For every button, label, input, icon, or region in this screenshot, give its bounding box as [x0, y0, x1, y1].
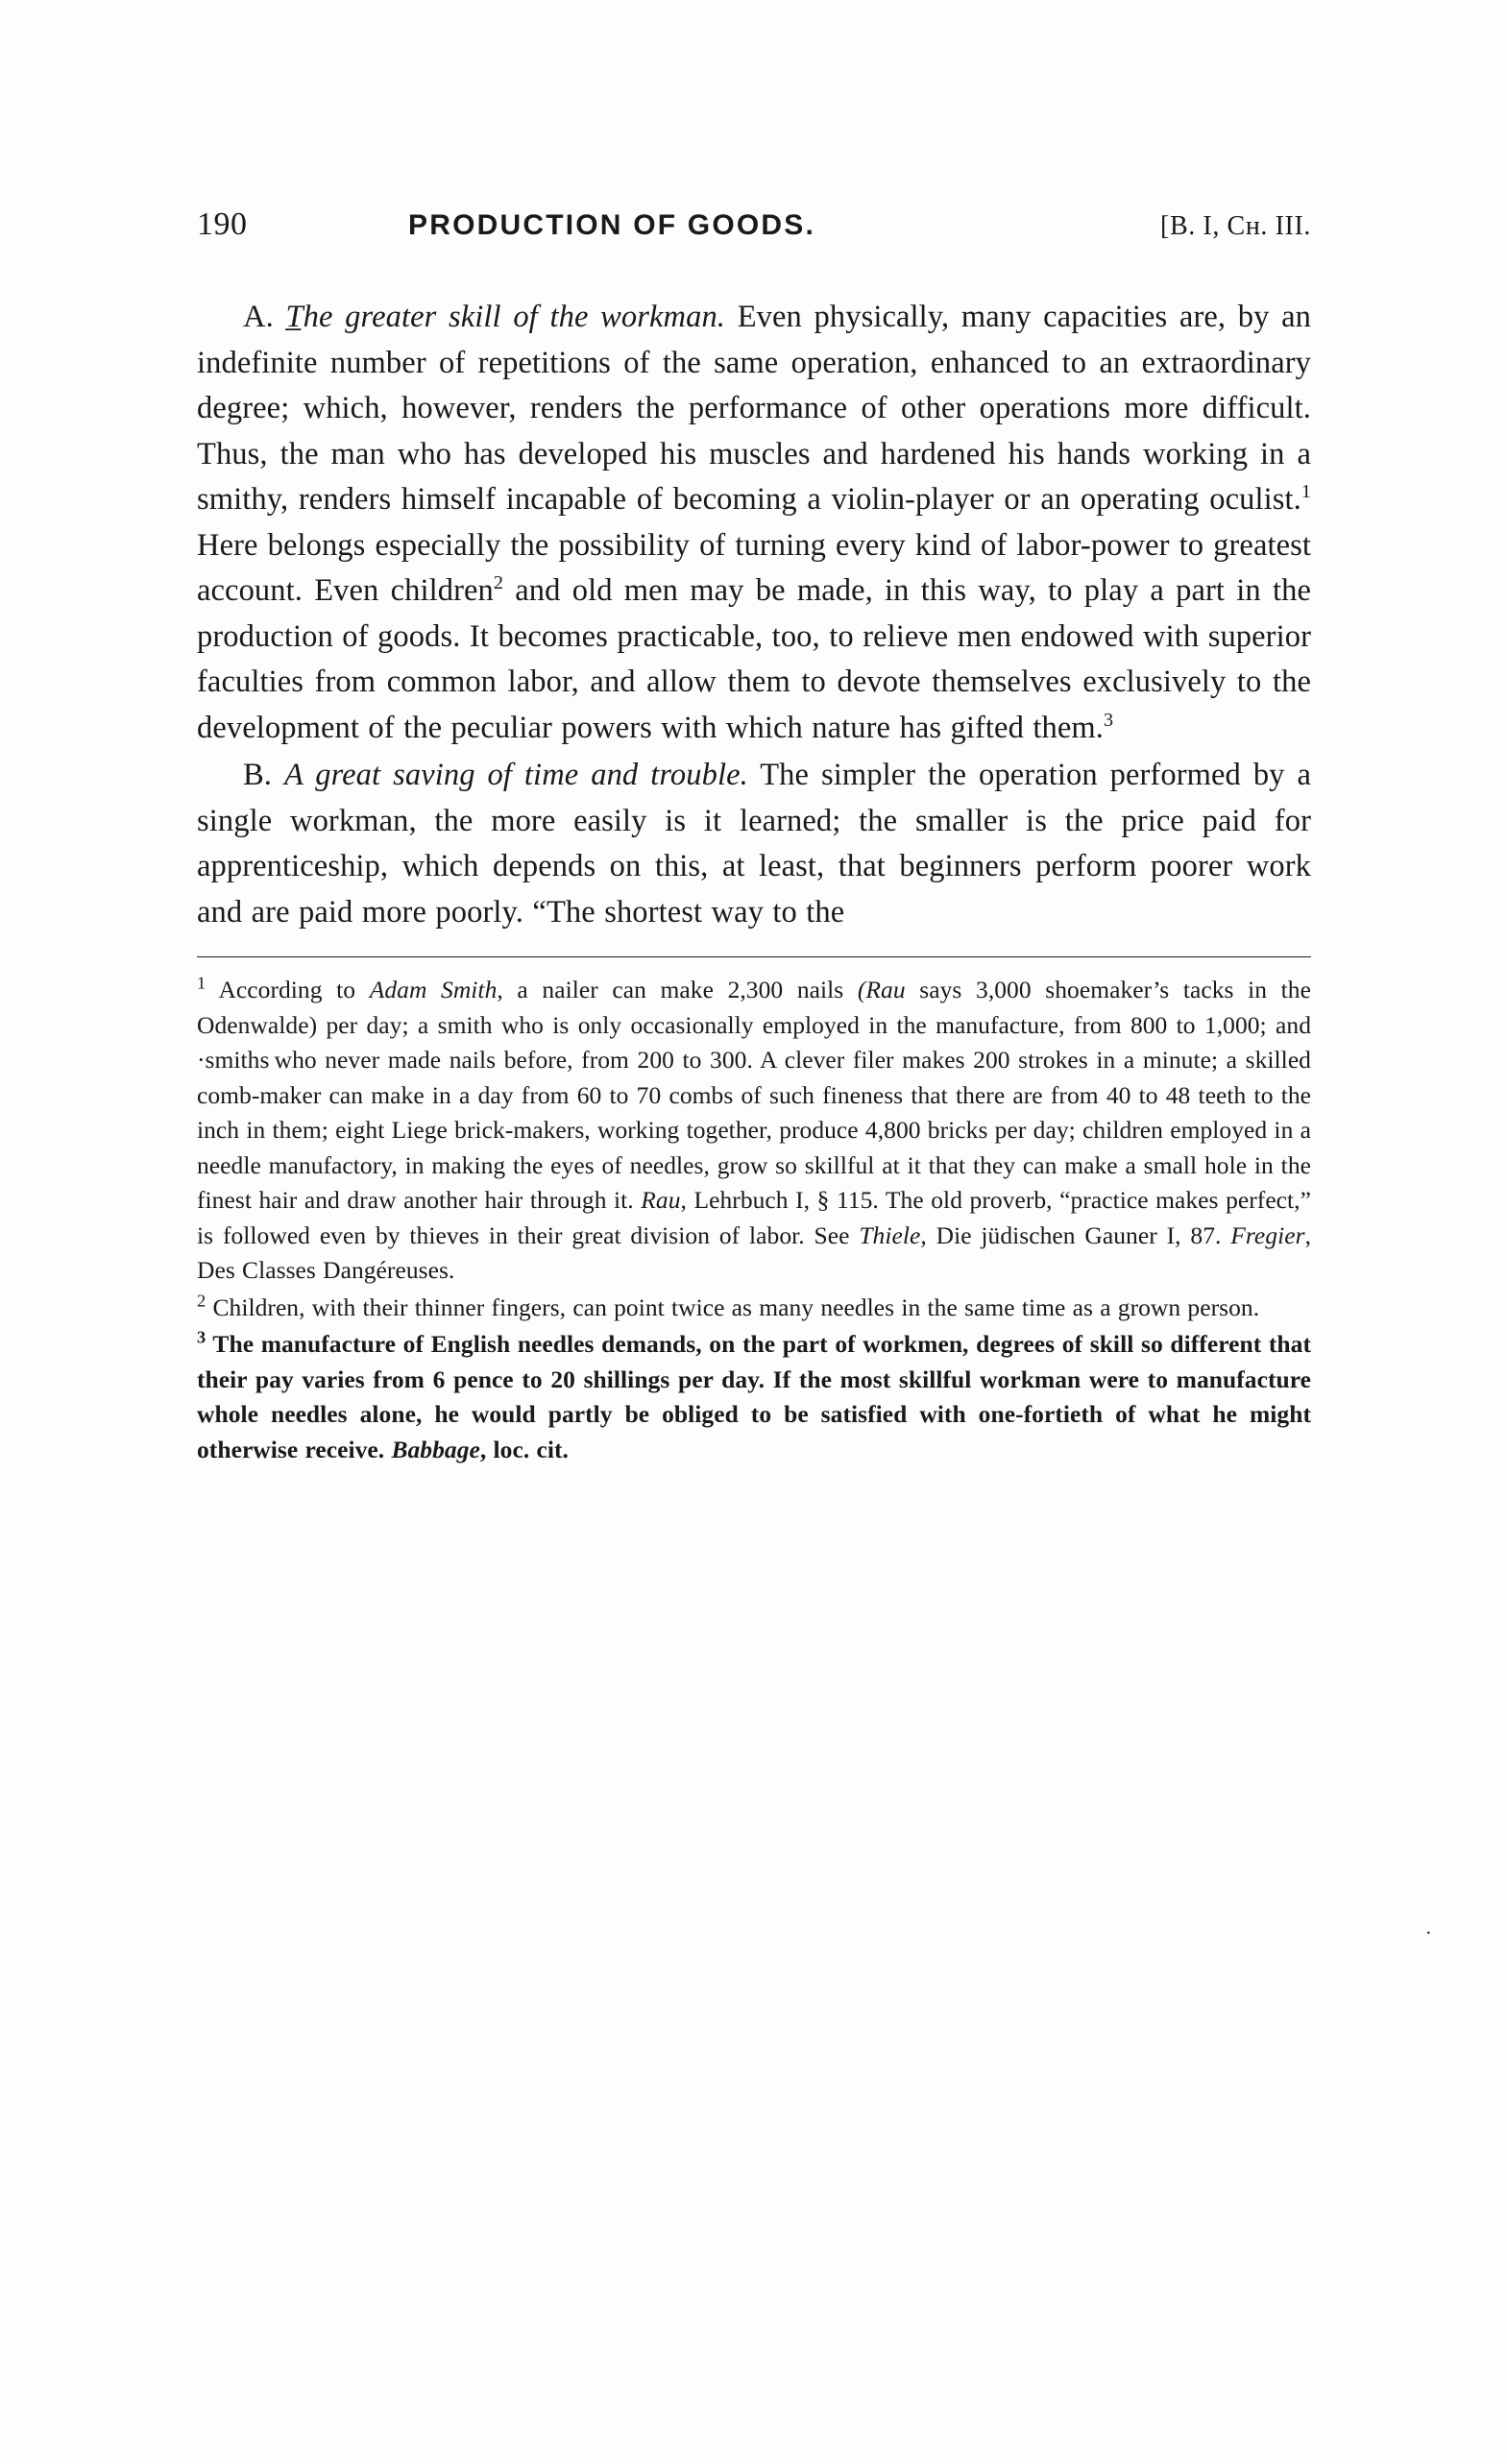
paragraph-a: A. T̲he greater skill of the workman. Even physically, many capacities are, by an indefinite number of repetitions of the same operation, enhanced to an extraordinary degree; which, however, renders the performance of other operations more difficult. Thus, the man who has developed his muscles and hardened his hands working in a smithy, renders himself incapable of becoming a violin-player or an operating oculist.$^1$ Here belongs especially the possibility of turning every kind of labor-power to greatest account. Even children$^2$ and old men may be made, in this way, to play a part in the production of goods. It becomes practicable, too, to relieve men endowed with superior faculties from common labor, and allow them to devote themselves exclusively to the development of the peculiar powers with which nature has gifted them.$^3$: [197, 300, 1312, 745]
footnote-2: [197, 1291, 1311, 1326]
footnote-1: [197, 973, 1311, 1289]
footnote-text: The manufacture of English needles demands, on the part of workmen, degrees of skill so different that their pay varies from 6 pence to 20 shillings per day. If the most skillful workman were to manufacture whole needles alone, he would partly be obliged to be satisfied with one-fortieth of what he might otherwise receive. Babbage, loc. cit.: [197, 1330, 1311, 1463]
margin-mark: ·: [1424, 1920, 1432, 1945]
footnote-3: [197, 1327, 1311, 1467]
page-number: 190: [197, 206, 248, 242]
signature-mark: [B. I, Cʜ. III.: [1160, 211, 1311, 241]
footnote-divider: [197, 956, 1311, 957]
running-title: PRODUCTION OF GOODS.: [408, 209, 816, 241]
footnote-text: According to Adam Smith, a nailer can make 2,300 nails (Rau says 3,000 shoemaker’s tacks in the Odenwalde) per day; a smith who is only occasionally employed in the manufacture, from 800 to 1,000; and ·smiths who never made nails before, from 200 to 300. A clever filer makes 200 strokes in a minute; a skilled comb-maker can make in a day from 60 to 70 combs of such fineness that there are from 40 to 48 teeth to the inch in them; eight Liege brick-makers, working together, produce 4,800 bricks per day; children employed in a needle manufactory, in making the eyes of needles, grow so skillful at it that they can make a small hole in the finest hair and draw another hair through it. Rau, Lehrbuch I, § 115. The old proverb, “practice makes perfect,” is followed even by thieves in their great division of labor. See Thiele, Die jüdischen Gauner I, 87. Fregier, Des Classes Dangéreuses.: [197, 976, 1311, 1284]
footnote-block: [197, 973, 1311, 1467]
footnote-marker: 3: [197, 1327, 207, 1347]
page-content: [197, 206, 1311, 1469]
running-head: [197, 206, 1311, 242]
footnote-text: Children, with their thinner fingers, can point twice as many needles in the same time as a grown person.: [212, 1292, 1260, 1321]
footnote-marker: 1: [197, 973, 207, 993]
paragraph-b: B. A great saving of time and trouble. The simpler the operation performed by a single workman, the more easily is it learned; the smaller is the price paid for apprenticeship, which depends on this, at least, that beginners perform poorer work and are paid more poorly. “The shortest way to the: [197, 758, 1312, 930]
footnote-marker: 2: [197, 1291, 207, 1310]
